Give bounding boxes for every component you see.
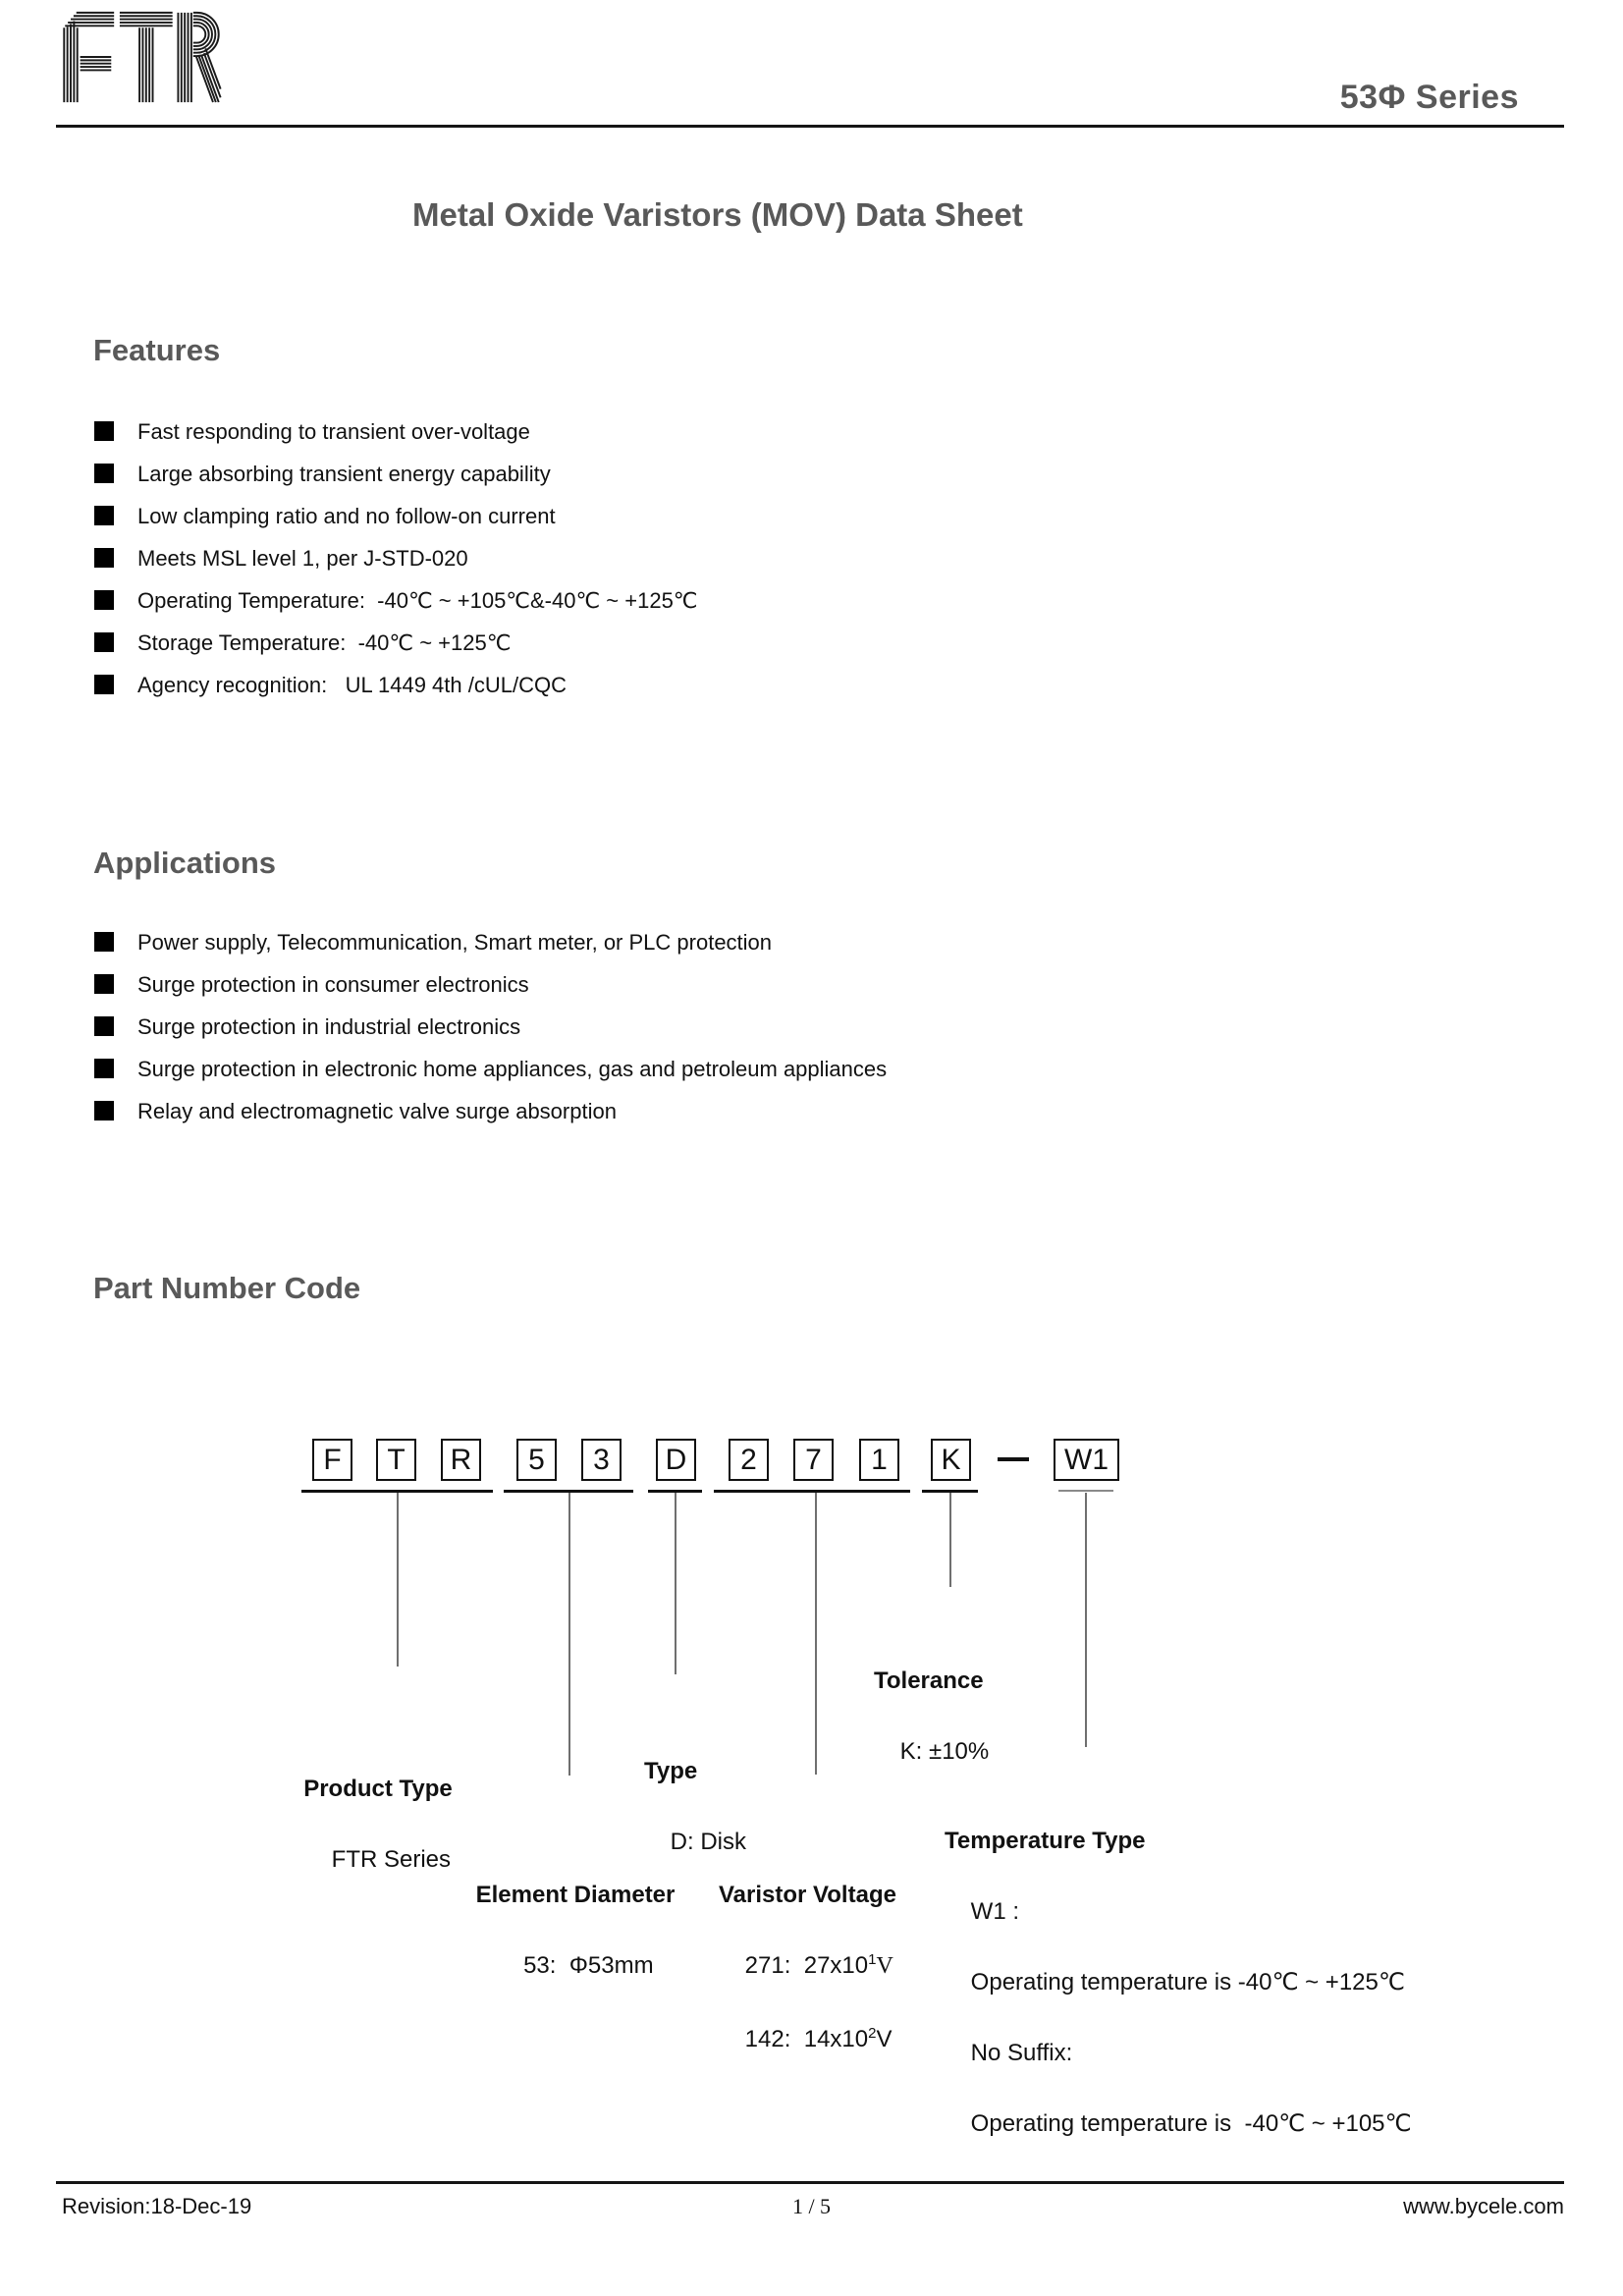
applications-list	[94, 931, 887, 1142]
code-box: 7	[793, 1439, 834, 1481]
element-diameter-label	[438, 1807, 713, 2019]
voltage-exponent: 1	[868, 1951, 877, 1968]
part-number-heading: Part Number Code	[93, 1271, 361, 1305]
footer-website: www.bycele.com	[1403, 2194, 1564, 2218]
list-item	[94, 463, 698, 485]
type-desc: D: Disk	[670, 1829, 747, 1855]
feature-text: Large absorbing transient energy capability	[137, 462, 551, 486]
element-diameter-desc: 53: Φ53mm	[523, 1952, 654, 1979]
group-underline	[1058, 1490, 1113, 1492]
list-item	[94, 931, 887, 954]
feature-text: Low clamping ratio and no follow-on current	[137, 504, 556, 528]
tolerance-title: Tolerance	[874, 1667, 984, 1694]
bullet-square-icon	[94, 421, 114, 441]
application-text: Relay and electromagnetic valve surge absorption	[137, 1099, 617, 1123]
tolerance-desc: K: ±10%	[899, 1738, 990, 1765]
applications-heading: Applications	[93, 846, 277, 880]
bullet-square-icon	[94, 932, 114, 952]
footer-page-number: 1 / 5	[791, 2194, 832, 2218]
temperature-line: Operating temperature is -40℃ ~ +105℃	[970, 2110, 1412, 2137]
temperature-line: W1 :	[970, 1898, 1020, 1925]
code-box: R	[441, 1439, 481, 1481]
bullet-square-icon	[94, 974, 114, 994]
voltage-unit: V	[876, 2026, 893, 2052]
product-type-desc: FTR Series	[331, 1846, 452, 1873]
connector-line	[397, 1493, 399, 1667]
temperature-type-label	[945, 1753, 1411, 2177]
feature-text: Storage Temperature: -40℃ ~ +125℃	[137, 630, 512, 655]
application-text: Surge protection in consumer electronics	[137, 972, 529, 997]
list-item	[94, 505, 698, 527]
bullet-square-icon	[94, 548, 114, 568]
code-box: D	[656, 1439, 696, 1481]
varistor-voltage-title: Varistor Voltage	[719, 1882, 896, 1908]
feature-text: Agency recognition: UL 1449 4th /cUL/CQC	[137, 673, 567, 697]
code-box: K	[931, 1439, 971, 1481]
feature-text: Meets MSL level 1, per J-STD-020	[137, 546, 468, 571]
bullet-square-icon	[94, 1016, 114, 1036]
code-box: 5	[516, 1439, 557, 1481]
voltage-unit: V	[876, 1953, 893, 1979]
code-box: 1	[859, 1439, 899, 1481]
ftr-logo	[59, 10, 224, 104]
group-underline	[714, 1490, 910, 1493]
application-text: Surge protection in industrial electronics	[137, 1014, 521, 1039]
list-item	[94, 589, 698, 612]
page-title: Metal Oxide Varistors (MOV) Data Sheet	[412, 196, 1023, 233]
connector-line	[815, 1493, 817, 1775]
footer-rule	[56, 2181, 1564, 2184]
list-item	[94, 1058, 887, 1080]
feature-text: Operating Temperature: -40℃ ~ +105℃&-40℃ ~ +125℃	[137, 588, 698, 613]
bullet-square-icon	[94, 1059, 114, 1078]
temperature-type-title: Temperature Type	[945, 1828, 1146, 1854]
voltage-line	[745, 2026, 893, 2052]
type-title: Type	[644, 1758, 698, 1784]
varistor-voltage-label	[719, 1807, 896, 2096]
list-item	[94, 420, 698, 443]
list-item	[94, 674, 698, 696]
bullet-square-icon	[94, 506, 114, 525]
connector-line	[675, 1493, 676, 1674]
code-box: F	[312, 1439, 352, 1481]
list-item	[94, 1100, 887, 1122]
list-item	[94, 547, 698, 570]
feature-text: Fast responding to transient over-voltage	[137, 419, 530, 444]
header-rule	[56, 125, 1564, 128]
connector-line	[568, 1493, 570, 1776]
bullet-square-icon	[94, 632, 114, 652]
code-box: W1	[1054, 1439, 1119, 1481]
connector-line	[949, 1493, 951, 1587]
separator-dash	[998, 1457, 1029, 1461]
code-box: 2	[729, 1439, 769, 1481]
bullet-square-icon	[94, 675, 114, 694]
temperature-line: No Suffix:	[970, 2040, 1073, 2066]
list-item	[94, 631, 698, 654]
voltage-exponent: 2	[868, 2025, 877, 2042]
bullet-square-icon	[94, 464, 114, 483]
features-heading: Features	[93, 333, 221, 367]
application-text: Power supply, Telecommunication, Smart meter, or PLC protection	[137, 930, 773, 955]
features-list	[94, 420, 698, 716]
element-diameter-title: Element Diameter	[475, 1882, 676, 1908]
bullet-square-icon	[94, 1101, 114, 1121]
connector-line	[1085, 1493, 1087, 1747]
voltage-line	[745, 1952, 893, 1979]
code-box: 3	[581, 1439, 622, 1481]
list-item	[94, 973, 887, 996]
footer-revision: Revision:18-Dec-19	[62, 2194, 252, 2218]
bullet-square-icon	[94, 590, 114, 610]
product-type-title: Product Type	[303, 1776, 453, 1802]
temperature-line: Operating temperature is -40℃ ~ +125℃	[970, 1969, 1405, 1995]
voltage-base: 271: 27x10	[744, 1952, 869, 1979]
list-item	[94, 1015, 887, 1038]
application-text: Surge protection in electronic home appliances, gas and petroleum appliances	[137, 1057, 888, 1081]
code-box: T	[376, 1439, 416, 1481]
voltage-base: 142: 14x10	[744, 2026, 869, 2052]
series-label: 53Φ Series	[1339, 79, 1519, 116]
